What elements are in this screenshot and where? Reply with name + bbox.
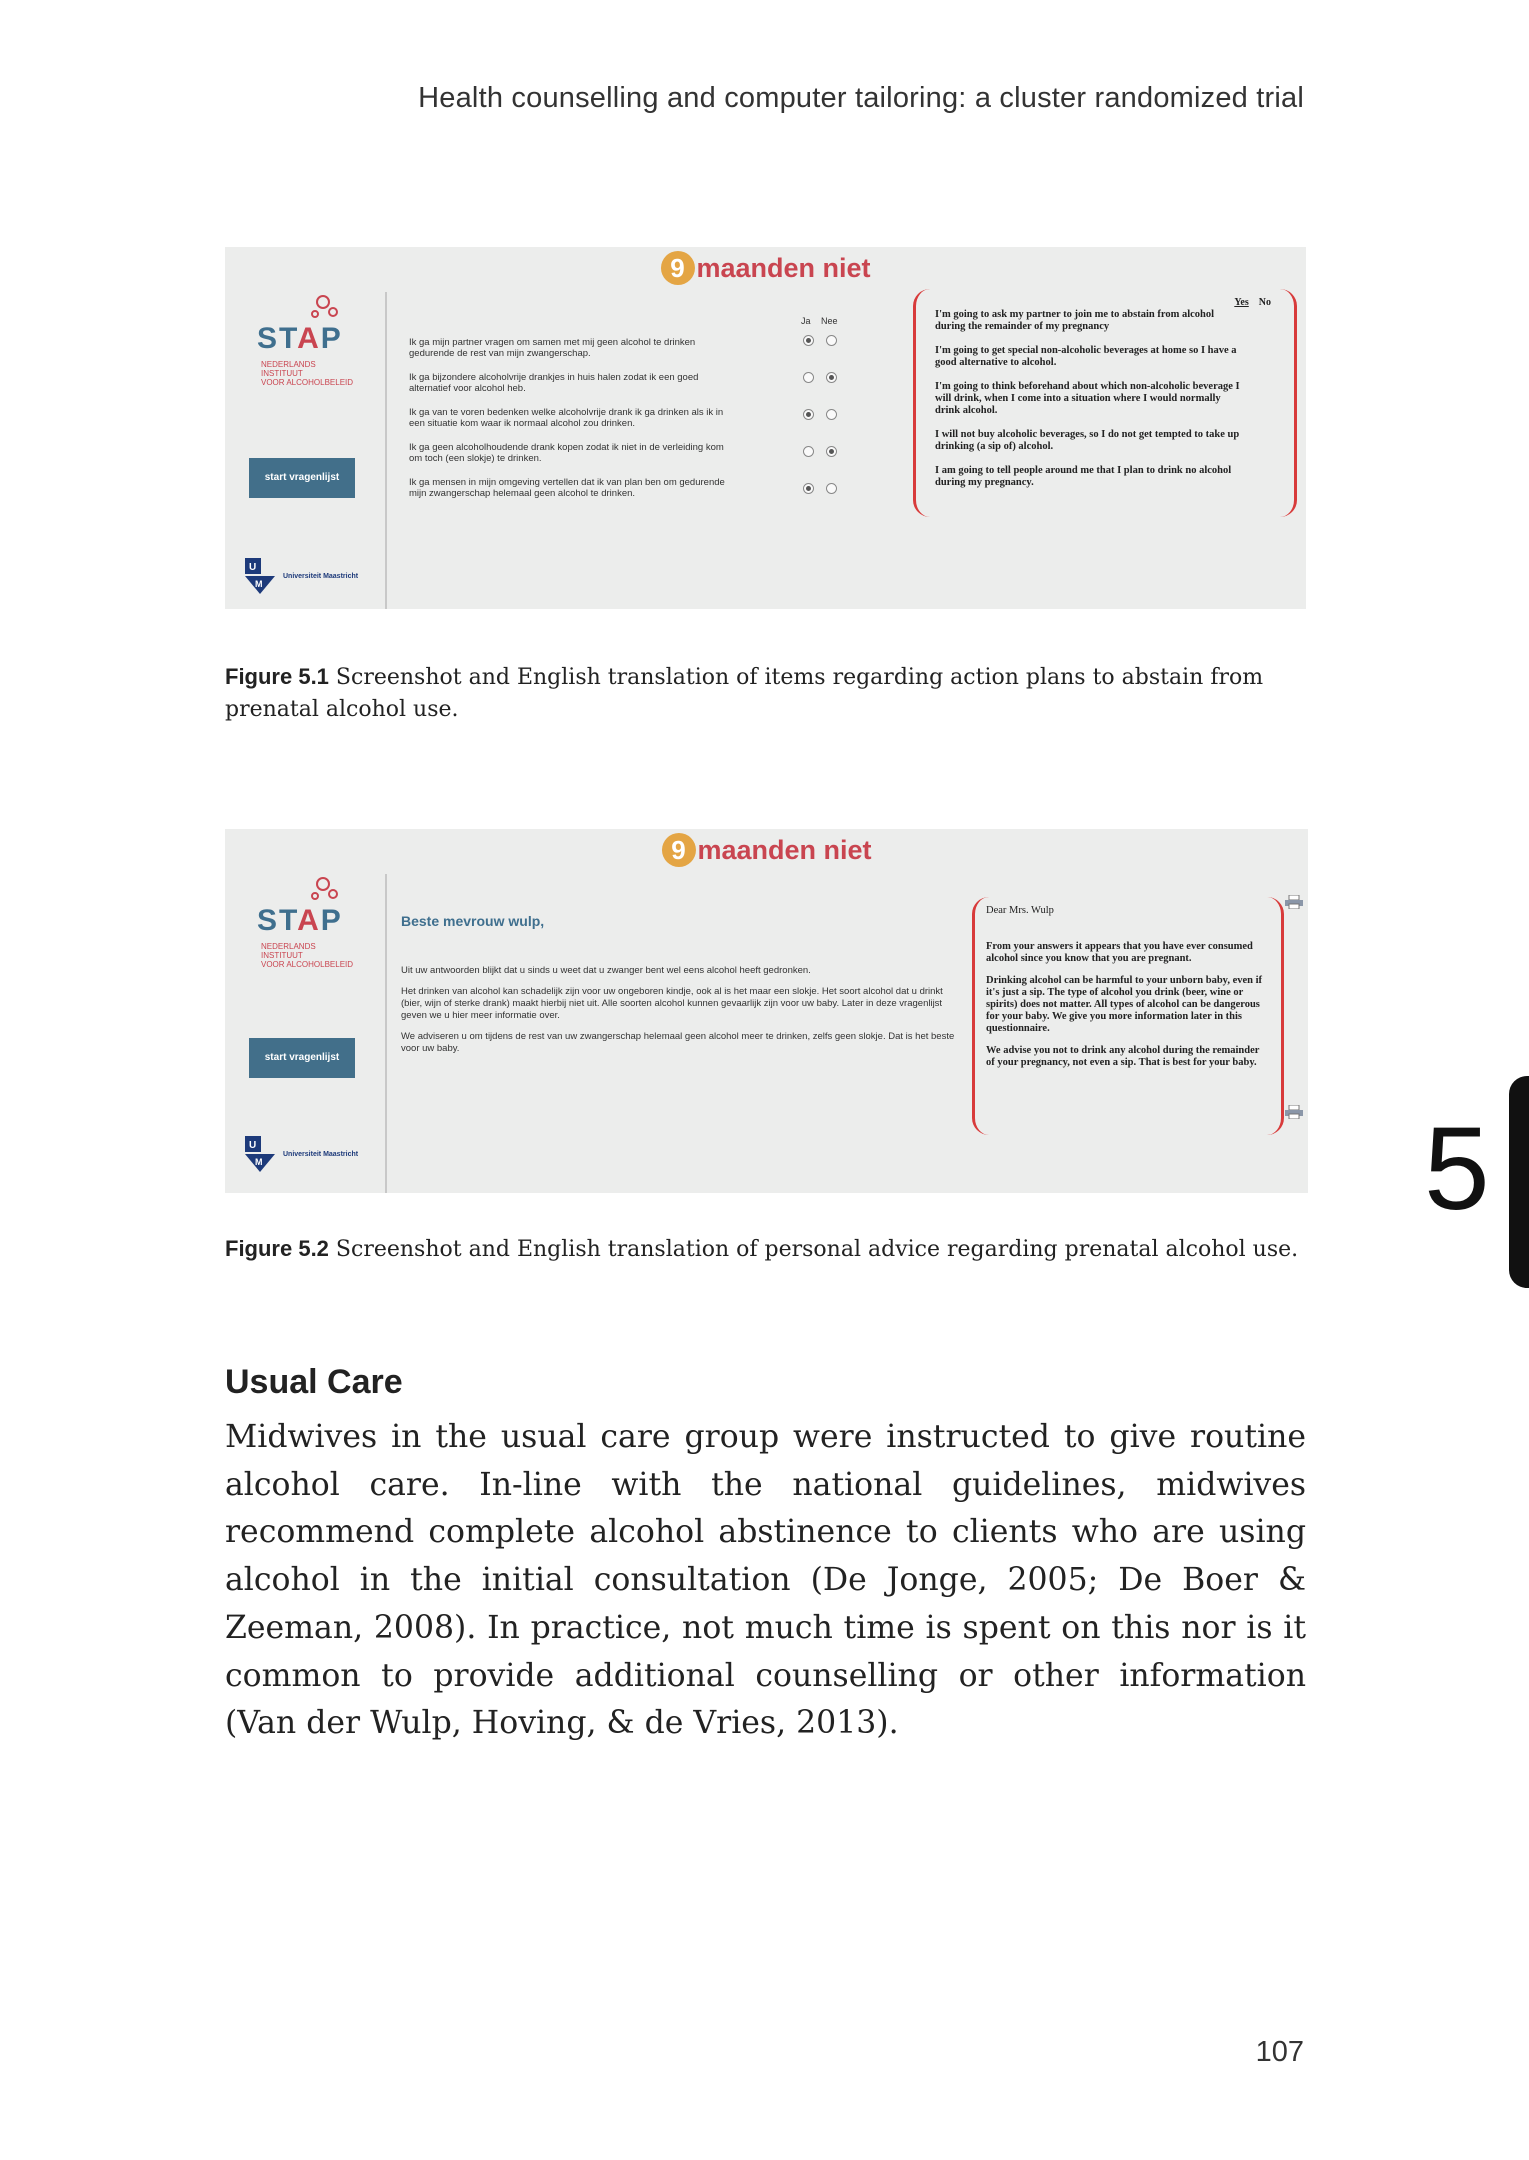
app-logo-digit: 9: [661, 833, 695, 867]
printer-icon[interactable]: [1285, 1105, 1303, 1119]
app-logo-text: maanden niet: [696, 252, 871, 283]
svg-text:M: M: [255, 1157, 263, 1167]
app-logo-digit: 9: [660, 251, 694, 285]
sidebar: [225, 874, 387, 1193]
radio-header: Ja Nee: [801, 316, 838, 326]
radio-ja-1[interactable]: [803, 335, 814, 346]
translation-items: [935, 309, 1245, 489]
um-name: Universiteit Maastricht: [283, 572, 359, 580]
translation-yes-no-header: Yes No: [1234, 297, 1271, 308]
question-item: Ik ga geen alcoholhoudende drank kopen zodat ik niet in de verleiding kom om toch (een slokje) te drinken.: [409, 442, 724, 464]
stap-logo: STAP: [257, 904, 343, 937]
svg-text:U: U: [249, 562, 257, 573]
start-questionnaire-button[interactable]: start vragenlijst: [249, 1038, 355, 1078]
advice-text: [401, 915, 961, 1064]
bracket-right: [1280, 289, 1297, 517]
app-logo: [661, 833, 871, 867]
translation-box: [913, 289, 1297, 517]
caption-text: Screenshot and English translation of personal advice regarding prenatal alcohol use.: [335, 1237, 1299, 1262]
caption-text: Screenshot and English translation of items regarding action plans to abstain from prenatal alcohol use.: [225, 665, 1264, 722]
um-logo-icon: [245, 1136, 275, 1172]
dutch-items: [409, 337, 729, 512]
chapter-tab: [1509, 1076, 1529, 1288]
translation-item: From your answers it appears that you have ever consumed alcohol since you know that you are pregnant.: [986, 941, 1253, 964]
question-item: Ik ga van te voren bedenken welke alcoholvrije drank ik ga drinken als ik in een situatie kom waar ik normaal alcohol zou drinken.: [409, 407, 724, 429]
svg-text:M: M: [255, 579, 263, 589]
radio-ja-5[interactable]: [803, 483, 814, 494]
question-item: Ik ga mijn partner vragen om samen met mij geen alcohol te drinken gedurende de rest van mijn zwangerschap.: [409, 337, 696, 359]
translation-item: I will not buy alcoholic beverages, so I do not get tempted to take up drinking (a sip of) alcohol.: [935, 429, 1240, 452]
radio-ja-3[interactable]: [803, 409, 814, 420]
radio-nee-1[interactable]: [826, 335, 837, 346]
stap-subtitle: NEDERLANDS INSTITUUT VOOR ALCOHOLBELEID: [261, 942, 354, 969]
app-logo: [660, 251, 870, 285]
radio-nee-2[interactable]: [826, 372, 837, 383]
um-logo: [245, 558, 358, 594]
translation-item: I'm going to think beforehand about which non-alcoholic beverage I will drink, when I come into a situation where I would normally drink alcohol.: [935, 381, 1240, 416]
advice-paragraph: We adviseren u om tijdens de rest van uw zwangerschap helemaal geen alcohol meer te drinken, zelfs geen slokje. Dat is het beste voor uw baby.: [401, 1031, 955, 1054]
radio-ja-column: [803, 335, 814, 520]
svg-text:U: U: [249, 1140, 257, 1151]
translation-greeting: Dear Mrs. Wulp: [986, 905, 1054, 916]
figure-5-2-screenshot: [225, 829, 1308, 1193]
figure-5-1-screenshot: [225, 247, 1306, 609]
question-item: Ik ga bijzondere alcoholvrije drankjes in huis halen zodat ik een goed alternatief voor alcohol heb.: [409, 372, 699, 394]
app-logo-text: maanden niet: [697, 834, 872, 865]
chapter-number: 5: [1424, 1103, 1490, 1235]
stap-logo: STAP: [257, 322, 343, 355]
translation-item: I am going to tell people around me that I plan to drink no alcohol during my pregnancy.: [935, 465, 1232, 488]
translation-items: [986, 905, 1270, 1069]
um-name: Universiteit Maastricht: [283, 1150, 359, 1158]
translation-item: Drinking alcohol can be harmful to your unborn baby, even if it's just a sip. The type of alcohol you drink (beer, wine or spirits) does not matter. All types of alcohol can be dangerous for your baby. We give you more information later in this questionnaire.: [986, 975, 1263, 1034]
advice-paragraph: Het drinken van alcohol kan schadelijk zijn voor uw ongeboren kindje, ook al is het maar een slokje. Het soort alcohol dat u drinkt (bier, wijn of sterke drank) maakt hierbij niet uit. Alle soorten alcohol kunnen gevaarlijk zijn voor uw baby. Later in deze vragenlijst geven we u hier meer informatie over.: [401, 986, 943, 1021]
radio-nee-5[interactable]: [826, 483, 837, 494]
advice-paragraph: Uit uw antwoorden blijkt dat u sinds u weet dat u zwanger bent wel eens alcohol heeft gedronken.: [401, 965, 811, 976]
radio-nee-3[interactable]: [826, 409, 837, 420]
section-body: Midwives in the usual care group were instructed to give routine alcohol care. In-line with the national guidelines, midwives recommend complete alcohol abstinence to clients who are using alcohol in the initial consultation (De Jonge, 2005; De Boer & Zeeman, 2008). In practice, not much time is spent on this nor is it common to provide additional counselling or other information (Van der Wulp, Hoving, & de Vries, 2013).: [225, 1419, 1306, 1742]
caption-label: Figure 5.2: [225, 1236, 329, 1261]
running-header: Health counselling and computer tailoring: a cluster randomized trial: [418, 82, 1304, 114]
figure-5-2-caption: [225, 1233, 1306, 1266]
section-heading: Usual Care: [225, 1363, 403, 1401]
question-item: Ik ga mensen in mijn omgeving vertellen dat ik van plan ben om gedurende mijn zwangerschap helemaal geen alcohol te drinken.: [409, 477, 725, 499]
printer-icon[interactable]: [1285, 895, 1303, 909]
translation-item: I'm going to ask my partner to join me to abstain from alcohol during the remainder of my pregnancy: [935, 309, 1215, 332]
advice-greeting: Beste mevrouw wulp,: [401, 913, 545, 929]
stap-subtitle: NEDERLANDS INSTITUUT VOOR ALCOHOLBELEID: [261, 360, 354, 387]
translation-item: I'm going to get special non-alcoholic beverages at home so I have a good alternative to alcohol.: [935, 345, 1237, 368]
translation-item: We advise you not to drink any alcohol during the remainder of your pregnancy, not even a sip. That is best for your baby.: [986, 1045, 1260, 1068]
figure-5-1-caption: [225, 661, 1306, 726]
radio-ja-2[interactable]: [803, 372, 814, 383]
um-logo: [245, 1136, 358, 1172]
sidebar: [225, 292, 387, 609]
radio-nee-column: [826, 335, 837, 520]
bracket-left: [913, 289, 930, 517]
caption-label: Figure 5.1: [225, 664, 329, 689]
translation-box: [972, 897, 1284, 1135]
radio-ja-4[interactable]: [803, 446, 814, 457]
start-questionnaire-button[interactable]: start vragenlijst: [249, 458, 355, 498]
um-logo-icon: [245, 558, 275, 594]
page-number: 107: [1255, 2036, 1304, 2068]
radio-nee-4[interactable]: [826, 446, 837, 457]
